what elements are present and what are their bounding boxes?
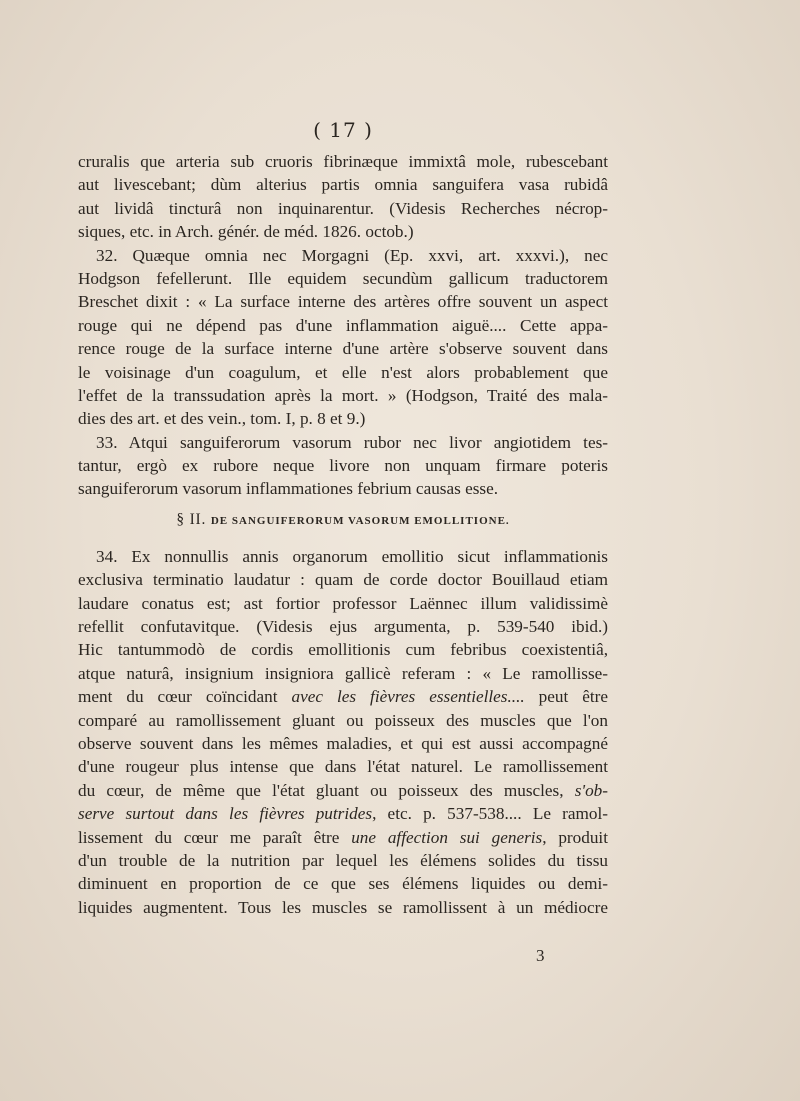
text-line: liquides augmentent. Tous les muscles se ramollissent à un médiocre: [78, 897, 608, 917]
text-run: , produit: [542, 827, 608, 847]
text-line: refellit confutavitque. (Videsis ejus argumenta, p. 539-540 ibid.): [78, 617, 608, 637]
text-line-mixed: [78, 779, 608, 802]
section-title: DE SANGUIFERORUM VASORUM EMOLLITIONE.: [210, 514, 510, 527]
text-run: lissement du cœur me paraît être: [78, 827, 340, 847]
text-line: sanguiferorum vasorum inflammationes febrium causas esse.: [78, 479, 499, 499]
text-line: dies des art. et des vein., tom. I, p. 8 et 9.): [78, 409, 366, 429]
text-line: siques, etc. in Arch. génér. de méd. 1826. octob.): [78, 222, 414, 242]
text-line: atque naturâ, insignium insigniora gallicè referam : « Le ramollisse-: [78, 663, 608, 683]
text-line: rouge qui ne dépend pas d'une inflammation aiguë.... Cette appa-: [78, 315, 608, 335]
text-line: comparé au ramollissement gluant ou poisseux des muscles que l'on: [78, 710, 608, 730]
italic-run: s'ob-: [574, 780, 608, 800]
text-line: laudare conatus est; ast fortior professor Laënnec illum validissimè: [78, 593, 608, 613]
italic-run: une affection sui generis: [351, 827, 543, 847]
text-line: d'une rougeur plus intense que dans l'état naturel. Le ramollissement: [78, 757, 608, 777]
text-line: tantur, ergò ex rubore neque livore non unquam firmare poteris: [78, 456, 608, 476]
text-line: le voisinage d'un coagulum, et elle n'est alors probablement que: [78, 362, 608, 382]
italic-run: serve surtout dans les fièvres putrides: [78, 804, 373, 824]
italic-run: avec les fièvres essentielles....: [291, 687, 525, 707]
text-line: cruralis que arteria sub cruoris fibrinæque immixtâ mole, rubescebant: [78, 152, 608, 171]
page-number: ( 17 ): [313, 118, 373, 142]
text-line: rence rouge de la surface interne d'une artère s'observe souvent dans: [78, 339, 608, 359]
paragraph-33-start: 33. Atqui sanguiferorum vasorum rubor nec livor angiotidem tes-: [96, 432, 608, 452]
signature-mark: 3: [536, 946, 545, 965]
paragraph-34-start: 34. Ex nonnullis annis organorum emollitio sicut inflammationis: [96, 546, 608, 566]
text-line-mixed: [78, 802, 608, 825]
text-run: , etc. p. 537-538.... Le ramol-: [372, 804, 608, 824]
text-line: exclusiva terminatio laudatur : quam de corde doctor Bouillaud etiam: [78, 570, 608, 590]
text-line: Hodgson fefellerunt. Ille equidem secundùm gallicum traductorem: [78, 268, 608, 288]
text-line: aut livescebant; dùm alterius partis omnia sanguifera vasa rubidâ: [78, 175, 608, 195]
text-line: diminuent en proportion de ce que ses élémens liquides ou demi-: [78, 874, 608, 894]
text-line: l'effet de la transsudation après la mort. » (Hodgson, Traité des mala-: [78, 385, 608, 405]
text-run: peut être: [538, 687, 609, 707]
section-number: § II.: [176, 510, 207, 528]
text-line: observe souvent dans les mêmes maladies, et qui est aussi accompagné: [78, 733, 608, 753]
text-run: du cœur, de même que l'état gluant ou poisseux des muscles,: [78, 780, 564, 800]
body-text: [78, 150, 608, 919]
text-line: aut lividâ tincturâ non inquinarentur. (Videsis Recherches nécrop-: [78, 198, 608, 218]
text-line: Breschet dixit : « La surface interne des artères offre souvent un aspect: [78, 292, 608, 312]
section-heading: [78, 505, 608, 535]
text-line: d'un trouble de la nutrition par lequel les élémens solides du tissu: [78, 850, 608, 870]
text-line-mixed: [78, 826, 608, 849]
text-line: Hic tantummodò de cordis emollitionis cum febribus coexistentiâ,: [78, 640, 608, 660]
text-run: ment du cœur coïncidant: [78, 687, 278, 707]
text-line-mixed: [78, 685, 608, 708]
paragraph-32-start: 32. Quæque omnia nec Morgagni (Ep. xxvi, art. xxxvi.), nec: [96, 245, 608, 265]
